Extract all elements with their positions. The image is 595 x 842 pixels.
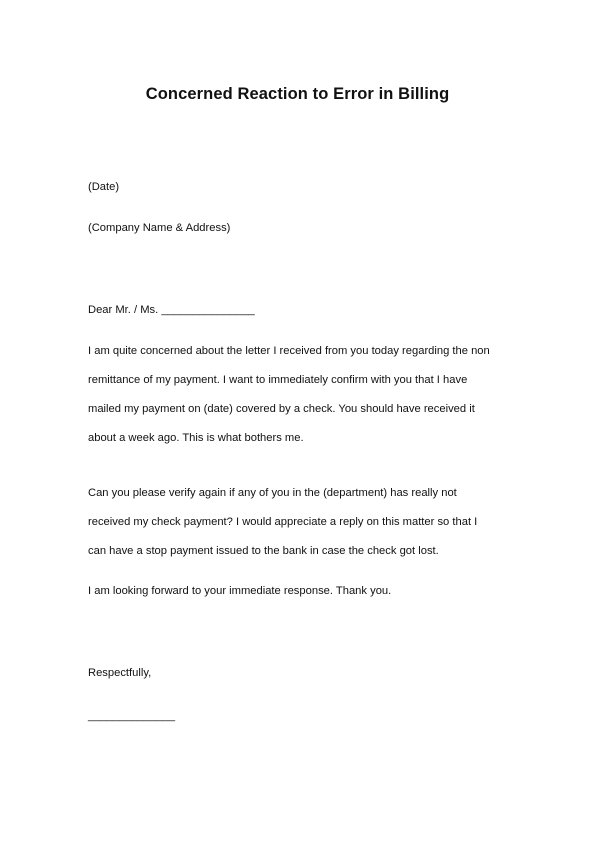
paragraph-1-line: remittance of my payment. I want to immediately confirm with you that I have	[88, 374, 468, 386]
paragraph-1-line: mailed my payment on (date) covered by a check. You should have received it	[88, 403, 475, 415]
signoff: Respectfully,	[88, 667, 152, 679]
closing-paragraph: I am looking forward to your immediate response. Thank you.	[88, 585, 392, 597]
company-placeholder: (Company Name & Address)	[88, 222, 231, 234]
paragraph-2-line: Can you please verify again if any of you in the (department) has really not	[88, 487, 457, 499]
salutation: Dear Mr. / Ms. _______________	[88, 304, 255, 316]
letter-title: Concerned Reaction to Error in Billing	[145, 85, 450, 103]
paragraph-1-line: I am quite concerned about the letter I received from you today regarding the non	[88, 345, 490, 357]
paragraph-1	[88, 344, 490, 460]
paragraph-2-line: received my check payment? I would appreciate a reply on this matter so that I	[88, 516, 478, 528]
paragraph-1-line: about a week ago. This is what bothers me.	[88, 432, 304, 444]
paragraph-2-line: can have a stop payment issued to the bank in case the check got lost.	[88, 545, 439, 557]
paragraph-2	[88, 486, 477, 573]
signature-line: ______________	[88, 710, 176, 722]
date-placeholder: (Date)	[88, 181, 120, 193]
